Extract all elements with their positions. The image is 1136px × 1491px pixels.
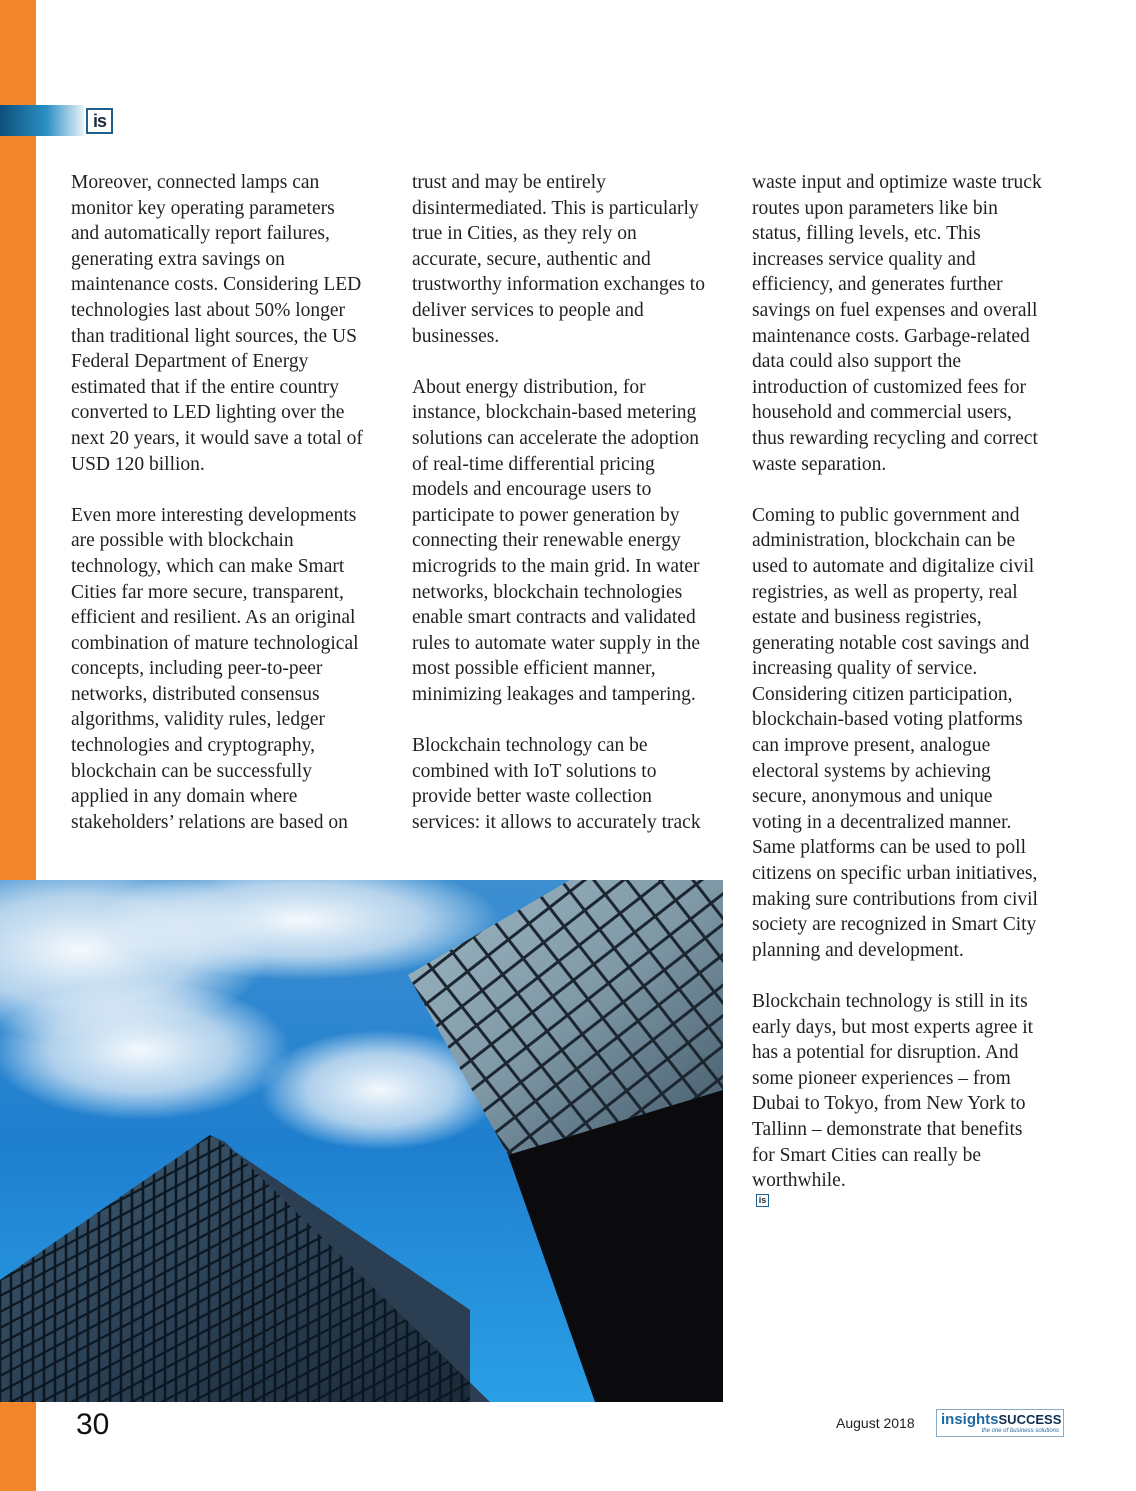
text-line: instance, blockchain-based metering <box>412 402 697 424</box>
text-line: administration, blockchain can be <box>752 530 1016 552</box>
text-line: used to automate and digitalize civil <box>752 555 1035 577</box>
text-line: minimizing leakages and tampering. <box>412 683 696 705</box>
insights-success-logo-icon: is <box>86 108 113 134</box>
text-line: blockchain-based voting platforms <box>752 709 1023 731</box>
text-line: waste separation. <box>752 453 887 475</box>
text-line: accurate, secure, authentic and <box>412 248 651 270</box>
text-line: monitor key operating parameters <box>71 197 335 219</box>
text-line-final: worthwhile. <box>752 1170 846 1192</box>
text-line: thus rewarding recycling and correct <box>752 427 1038 449</box>
text-line: generating notable cost savings and <box>752 632 1030 654</box>
text-line: enable smart contracts and validated <box>412 607 696 629</box>
text-line: waste input and optimize waste truck <box>752 172 1042 193</box>
text-line: voting in a decentralized manner. <box>752 811 1012 833</box>
text-line: citizens on specific urban initiatives, <box>752 863 1038 885</box>
text-line: introduction of customized fees for <box>752 376 1026 398</box>
article-column-1 <box>71 170 391 861</box>
article-column-2 <box>412 170 732 861</box>
text-line: society are recognized in Smart City <box>752 914 1037 936</box>
text-line: technologies and cryptography, <box>71 735 316 757</box>
text-line: are possible with blockchain <box>71 530 294 552</box>
text-line: savings on fuel expenses and overall <box>752 299 1038 321</box>
text-line: Blockchain technology is still in its <box>752 991 1028 1012</box>
text-line: services: it allows to accurately track <box>412 811 701 833</box>
text-line: secure, anonymous and unique <box>752 786 993 808</box>
text-line: maintenance costs. Considering LED <box>71 274 362 296</box>
text-line: participate to power generation by <box>412 504 680 526</box>
text-line: trustworthy information exchanges to <box>412 274 705 296</box>
paragraph <box>412 375 732 708</box>
text-line: provide better waste collection <box>412 786 652 808</box>
text-line: models and encourage users to <box>412 479 652 501</box>
brand-name-part2: SUCCESS <box>998 1412 1062 1427</box>
text-line: Considering citizen participation, <box>752 683 1013 705</box>
text-line: rules to automate water supply in the <box>412 632 701 654</box>
text-line: algorithms, validity rules, ledger <box>71 709 325 731</box>
text-line: deliver services to people and <box>412 299 644 321</box>
text-line: combination of mature technological <box>71 632 359 654</box>
text-line: Moreover, connected lamps can <box>71 172 320 193</box>
text-line: applied in any domain where <box>71 786 298 808</box>
text-line: networks, distributed consensus <box>71 683 320 705</box>
text-line: maintenance costs. Garbage-related <box>752 325 1030 347</box>
article-column-3 <box>752 170 1072 1232</box>
text-line: routes upon parameters like bin <box>752 197 998 219</box>
text-line: Same platforms can be used to poll <box>752 837 1027 859</box>
text-line: making sure contributions from civil <box>752 888 1038 910</box>
paragraph <box>412 170 732 349</box>
text-line: data could also support the <box>752 351 962 373</box>
text-line: technology, which can make Smart <box>71 555 345 577</box>
text-line: can improve present, analogue <box>752 735 991 757</box>
text-line: than traditional light sources, the US <box>71 325 357 347</box>
paragraph <box>412 733 732 835</box>
text-line: microgrids to the main grid. In water <box>412 555 700 577</box>
end-mark-logo-icon: is <box>756 1194 769 1207</box>
text-line: Cities far more secure, transparent, <box>71 581 344 603</box>
text-line: most possible efficient manner, <box>412 658 656 680</box>
text-line: Federal Department of Energy <box>71 351 309 373</box>
paragraph <box>752 989 1072 1207</box>
text-line <box>752 1168 1072 1207</box>
text-line: disintermediated. This is particularly <box>412 197 699 219</box>
text-line: for Smart Cities can really be <box>752 1144 982 1166</box>
text-line: efficient and resilient. As an original <box>71 607 356 629</box>
paragraph <box>752 503 1072 964</box>
text-line: planning and development. <box>752 939 964 961</box>
text-line: has a potential for disruption. And <box>752 1042 1019 1064</box>
paragraph <box>71 170 391 477</box>
text-line: connecting their renewable energy <box>412 530 681 552</box>
page-number: 30 <box>76 1408 110 1441</box>
brand-name-part1: insights <box>941 1411 999 1428</box>
text-line: true in Cities, as they rely on <box>412 223 637 245</box>
text-line: Blockchain technology can be <box>412 735 648 757</box>
text-line: businesses. <box>412 325 500 347</box>
text-line: Coming to public government and <box>752 504 1020 526</box>
text-line: networks, blockchain technologies <box>412 581 683 603</box>
text-line: concepts, including peer-to-peer <box>71 658 323 680</box>
text-line: Even more interesting developments <box>71 504 357 526</box>
text-line: Tallinn – demonstrate that benefits <box>752 1118 1023 1140</box>
text-line: status, filling levels, etc. This <box>752 223 981 245</box>
text-line: trust and may be entirely <box>412 172 606 193</box>
text-line: electoral systems by achieving <box>752 760 991 782</box>
city-buildings-photo <box>0 880 723 1402</box>
text-line: technologies last about 50% longer <box>71 299 346 321</box>
brand-tagline: the one of business solutions <box>981 1428 1059 1434</box>
text-line: generating extra savings on <box>71 248 285 270</box>
text-line: converted to LED lighting over the <box>71 402 345 424</box>
text-line: registries, as well as property, real <box>752 581 1018 603</box>
text-line: combined with IoT solutions to <box>412 760 657 782</box>
text-line: efficiency, and generates further <box>752 274 1003 296</box>
text-line: of real-time differential pricing <box>412 453 655 475</box>
paragraph <box>71 503 391 836</box>
text-line: increasing quality of service. <box>752 658 978 680</box>
text-line: About energy distribution, for <box>412 376 646 398</box>
text-line: solutions can accelerate the adoption <box>412 427 699 449</box>
text-line: USD 120 billion. <box>71 453 205 475</box>
text-line: next 20 years, it would save a total of <box>71 427 363 449</box>
text-line: estate and business registries, <box>752 607 982 629</box>
text-line: Dubai to Tokyo, from New York to <box>752 1093 1026 1115</box>
text-line: stakeholders’ relations are based on <box>71 811 348 833</box>
header-gradient-bar <box>0 105 84 136</box>
magazine-logo <box>936 1409 1064 1437</box>
text-line: some pioneer experiences – from <box>752 1067 1011 1089</box>
text-line: and automatically report failures, <box>71 223 330 245</box>
text-line: estimated that if the entire country <box>71 376 340 398</box>
text-line: increases service quality and <box>752 248 976 270</box>
text-line: early days, but most experts agree it <box>752 1016 1034 1038</box>
paragraph <box>752 170 1072 477</box>
issue-date: August 2018 <box>836 1415 915 1431</box>
text-line: blockchain can be successfully <box>71 760 312 782</box>
text-line: household and commercial users, <box>752 402 1012 424</box>
